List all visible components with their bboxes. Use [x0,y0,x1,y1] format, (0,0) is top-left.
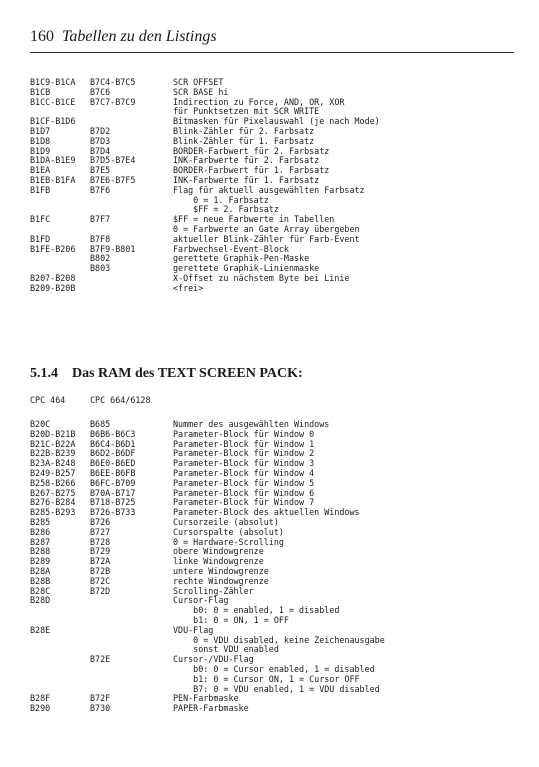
description: BORDER-Farbwert für 2. Farbsatz [173,145,330,156]
address-cpc664-6128: B72B [90,565,111,576]
address-cpc464: B1C9-B1CA [30,77,76,87]
description: aktueller Blink-Zähler für Farb-Event [173,233,360,244]
address-cpc464: B28B [30,575,51,586]
description: b0: 0 = enabled, 1 = disabled [173,605,340,616]
address-cpc464: B286 [30,526,51,537]
address-cpc464: B28A [30,565,51,576]
description: Cursorzeile (absolut) [173,516,279,527]
page-title: Tabellen zu den Listings [62,28,217,45]
description: sonst VDU enabled [173,644,279,655]
description: Parameter-Block für Window 3 [173,458,315,469]
address-cpc464: B285 [30,516,51,527]
description: $FF = neue Farbwerte in Tabellen [173,214,335,225]
description: linke Windowgrenze [173,556,264,567]
description: X-Offset zu nächstem Byte bei Linie [173,272,350,283]
address-cpc664-6128: B7E6-B7F5 [90,174,136,185]
description: 0 = Hardware-Scrolling [173,536,284,547]
address-cpc664-6128: B6FC-B709 [90,477,136,488]
address-cpc464: B1CC-B1CE [30,96,76,107]
description: untere Windowgrenze [173,565,269,576]
description: Cursor-/VDU-Flag [173,654,254,665]
address-cpc664-6128: B7E5 [90,165,111,176]
description: für Punktsetzen mit SCR WRITE [173,106,320,117]
header-rule [30,52,514,53]
description: Indirection zu Force, AND, OR, XOR [173,96,345,107]
description: Parameter-Block für Window 7 [173,497,315,508]
address-cpc664-6128: B72E [90,654,111,665]
address-cpc664-6128: B7C7-B7C9 [90,96,136,107]
description: Flag für aktuell ausgewählten Farbsatz [173,184,365,195]
address-cpc464: B1D8 [30,135,51,146]
description: Parameter-Block für Window 5 [173,477,315,488]
address-cpc464: B22B-B239 [30,448,76,459]
description: gerettete Graphik-Linienmaske [173,263,320,274]
address-cpc464: B249-B257 [30,467,76,478]
address-cpc664-6128: B726 [90,516,111,527]
description: <frei> [173,282,204,293]
address-cpc464: B28C [30,585,51,596]
address-cpc464: B28D [30,595,51,606]
address-cpc464: B1CF-B1D6 [30,116,76,127]
address-cpc464: B28F [30,693,51,704]
column-header-cpc464: CPC 464 [30,395,66,405]
address-cpc664-6128: B7D3 [90,135,111,146]
address-cpc464: B21C-B22A [30,438,76,449]
description: Cursorspalte (absolut) [173,526,284,537]
address-cpc464: B23A-B248 [30,458,76,469]
description: obere Windowgrenze [173,546,264,557]
address-cpc664-6128: B7C6 [90,86,111,97]
description: 0 = VDU disabled, keine Zeichenausgabe [173,634,385,645]
description: gerettete Graphik-Pen-Maske [173,253,310,264]
description: Parameter-Block für Window 6 [173,487,315,498]
section-title: Das RAM des TEXT SCREEN PACK: [72,366,303,381]
column-header-cpc664-6128: CPC 664/6128 [90,395,151,405]
address-cpc664-6128: B6EE-B6FB [90,467,136,478]
address-cpc464: B1FD [30,233,51,244]
address-cpc464: B1FB [30,184,51,195]
address-cpc464: B1DA-B1E9 [30,155,76,166]
address-cpc464: B1EA [30,165,51,176]
address-cpc464: B1EB-B1FA [30,174,76,185]
address-cpc464: B1CB [30,86,51,97]
description: Nummer des ausgewählten Windows [173,419,330,429]
address-cpc664-6128: B7D2 [90,125,111,136]
address-cpc664-6128: B802 [90,253,111,264]
description: b1: 0 = Cursor ON, 1 = Cursor OFF [173,673,360,684]
column-header [30,395,330,407]
address-cpc664-6128: B685 [90,419,111,429]
address-cpc464: B267-B275 [30,487,76,498]
address-cpc464: B20C [30,419,51,429]
section-number: 5.1.4 [30,366,58,381]
description: Parameter-Block für Window 4 [173,467,315,478]
description: 0 = 1. Farbsatz [173,194,269,205]
address-cpc664-6128: B7F7 [90,214,111,225]
address-cpc664-6128: B727 [90,526,111,537]
page-number: 160 [30,28,54,45]
address-cpc464: B207-B208 [30,272,76,283]
description: B7: 0 = VDU enabled, 1 = VDU disabled [173,683,380,694]
address-cpc664-6128: B730 [90,703,111,714]
address-cpc464: B276-B284 [30,497,76,508]
address-cpc664-6128: B7D4 [90,145,111,156]
address-cpc664-6128: B7F6 [90,184,111,195]
address-cpc664-6128: B7F9-B801 [90,243,136,254]
address-cpc664-6128: B728 [90,536,111,547]
address-cpc464: B1D9 [30,145,51,156]
address-cpc664-6128: B72A [90,556,111,567]
description: Scrolling-Zähler [173,585,254,596]
address-cpc664-6128: B6D2-B6DF [90,448,136,459]
description: Cursor-Flag [173,595,229,606]
description: VDU-Flag [173,624,214,635]
address-cpc664-6128: B718-B725 [90,497,136,508]
description: Parameter-Block des aktuellen Windows [173,507,360,518]
description: Parameter-Block für Window 0 [173,428,315,439]
address-cpc664-6128: B70A-B717 [90,487,136,498]
description: PEN-Farbmaske [173,693,239,704]
address-cpc464: B1FC [30,214,51,225]
address-cpc464: B20D-B21B [30,428,76,439]
address-cpc464: B287 [30,536,51,547]
address-cpc664-6128: B7C4-B7C5 [90,77,136,87]
address-cpc664-6128: B72F [90,693,111,704]
page-header [30,28,514,50]
address-cpc664-6128: B6B6-B6C3 [90,428,136,439]
description: Parameter-Block für Window 1 [173,438,315,449]
description: b0: 0 = Cursor enabled, 1 = disabled [173,663,375,674]
description: rechte Windowgrenze [173,575,269,586]
address-cpc464: B1FE-B206 [30,243,76,254]
address-cpc664-6128: B72C [90,575,111,586]
address-cpc664-6128: B72D [90,585,111,596]
address-cpc664-6128: B6E0-B6ED [90,458,136,469]
description: Farbwechsel-Event-Block [173,243,289,254]
description: 0 = Farbwerte an Gate Array übergeben [173,223,360,234]
address-cpc464: B288 [30,546,51,557]
description: BORDER-Farbwert für 1. Farbsatz [173,165,330,176]
address-cpc664-6128: B729 [90,546,111,557]
address-cpc464: B209-B20B [30,282,76,293]
address-cpc464: B285-B293 [30,507,76,518]
description: Blink-Zähler für 1. Farbsatz [173,135,315,146]
description: $FF = 2. Farbsatz [173,204,279,215]
description: Parameter-Block für Window 2 [173,448,315,459]
address-cpc464: B290 [30,703,51,714]
address-cpc664-6128: B6C4-B6D1 [90,438,136,449]
description: Blink-Zähler für 2. Farbsatz [173,125,315,136]
section-heading [30,366,303,382]
address-cpc464: B1D7 [30,125,51,136]
description: SCR BASE hi [173,86,229,97]
address-cpc464: B289 [30,556,51,567]
description: PAPER-Farbmaske [173,703,249,714]
address-cpc664-6128: B803 [90,263,111,274]
address-cpc464: B28E [30,624,51,635]
address-cpc464: B258-B266 [30,477,76,488]
address-cpc664-6128: B7D5-B7E4 [90,155,136,166]
address-cpc664-6128: B726-B733 [90,507,136,518]
description: INK-Farbwerte für 2. Farbsatz [173,155,320,166]
address-cpc664-6128: B7F8 [90,233,111,244]
description: SCR OFFSET [173,77,224,87]
description: b1: 0 = ON, 1 = OFF [173,614,289,625]
description: INK-Farbwerte für 1. Farbsatz [173,174,320,185]
description: Bitmasken für Pixelauswahl (je nach Mode) [173,116,380,127]
